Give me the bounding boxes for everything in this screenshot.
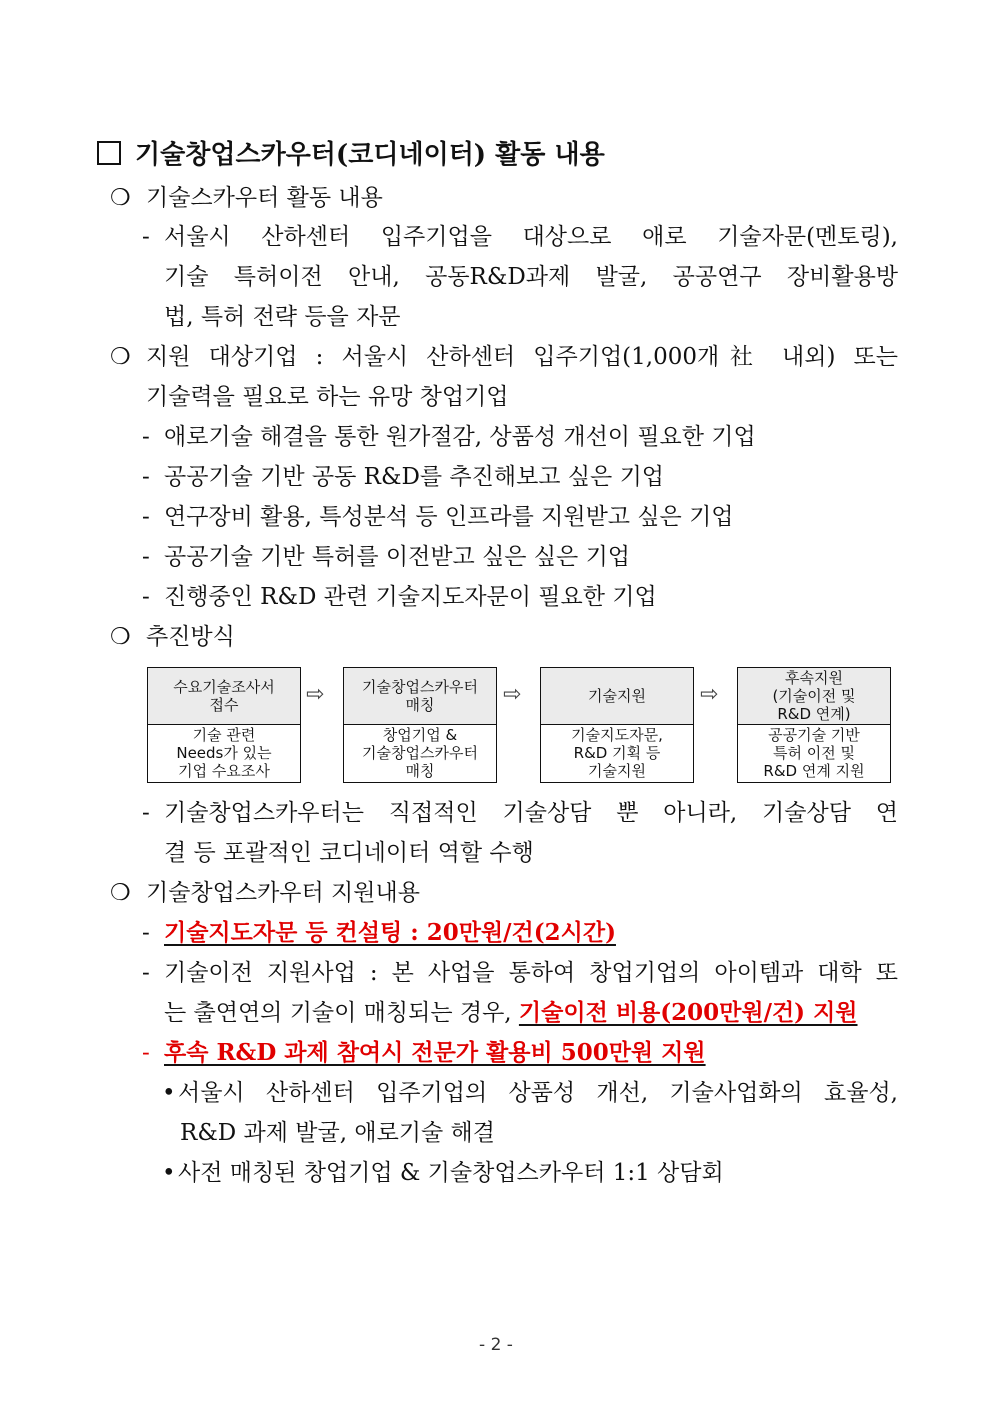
support-followup: - 후속 R&D 과제 참여시 전문가 활용비 500만원 지원 — [142, 1039, 706, 1066]
bullet-activity: ❍ 기술스카우터 활동 내용 — [110, 185, 383, 211]
support-transfer-1: - 기술이전 지원사업 : 본 사업을 통하여 창업기업의 아이템과 대학 또 — [142, 960, 898, 986]
right-arrow-icon: ⇨ — [306, 682, 325, 707]
support-transfer-2: 는 출연연의 기술이 매칭되는 경우, 기술이전 비용(200만원/건) 지원 — [164, 999, 858, 1026]
target-item: - 공공기술 기반 공동 R&D를 추진해보고 싶은 기업 — [142, 464, 665, 490]
flow-step-2 — [343, 667, 497, 783]
activity-line-2: 기술 특허이전 안내, 공동R&D과제 발굴, 공공연구 장비활용방 — [164, 264, 898, 290]
checkbox-square-icon — [97, 141, 121, 165]
target-line-2: 기술력을 필요로 하는 유망 창업기업 — [146, 384, 509, 410]
target-item: - 애로기술 해결을 통한 원가절감, 상품성 개선이 필요한 기업 — [142, 424, 756, 450]
page-number: - 2 - — [479, 1335, 513, 1355]
target-item: - 연구장비 활용, 특성분석 등 인프라를 지원받고 싶은 기업 — [142, 504, 734, 530]
target-item: - 진행중인 R&D 관련 기술지도자문이 필요한 기업 — [142, 584, 657, 610]
support-sub-item: • 사전 매칭된 창업기업 & 기술창업스카우터 1:1 상담회 — [162, 1160, 724, 1186]
flow-step-body: 창업기업 & 기술창업스카우터 매칭 — [362, 726, 478, 780]
flow-step-3 — [540, 667, 694, 783]
support-sub-item-cont: R&D 과제 발굴, 애로기술 해결 — [180, 1120, 495, 1146]
circle-bullet-icon: ❍ — [110, 624, 131, 650]
flow-step-body: 공공기술 기반 특허 이전 및 R&D 연계 지원 — [763, 726, 865, 780]
circle-bullet-icon: ❍ — [110, 344, 131, 370]
flow-step-1 — [147, 667, 301, 783]
flow-step-4 — [737, 667, 891, 783]
flow-step-body: 기술지도자문, R&D 기획 등 기술지원 — [571, 726, 663, 780]
activity-line-1: - 서울시 산하센터 입주기업을 대상으로 애로 기술자문(멘토링), — [142, 224, 898, 250]
process-note-1: - 기술창업스카우터는 직접적인 기술상담 뿐 아니라, 기술상담 연 — [142, 800, 898, 826]
flow-step-head: 수요기술조사서 접수 — [148, 668, 300, 725]
support-sub-item: • 서울시 산하센터 입주기업의 상품성 개선, 기술사업화의 효율성, — [162, 1080, 898, 1106]
target-item: - 공공기술 기반 특허를 이전받고 싶은 싶은 기업 — [142, 544, 631, 570]
bullet-support: ❍ 기술창업스카우터 지원내용 — [110, 880, 420, 906]
flow-step-body: 기술 관련 Needs가 있는 기업 수요조사 — [176, 726, 272, 780]
flow-step-head: 후속지원 (기술이전 및 R&D 연계) — [738, 668, 890, 725]
circle-bullet-icon: ❍ — [110, 185, 131, 211]
support-consult: - 기술지도자문 등 컨설팅 : 20만원/건(2시간) — [142, 919, 616, 946]
activity-line-3: 법, 특허 전략 등을 자문 — [164, 304, 401, 330]
right-arrow-icon: ⇨ — [700, 682, 719, 707]
bullet-target: ❍ 지원 대상기업 : 서울시 산하센터 입주기업(1,000개社 내외) 또는 — [110, 344, 898, 370]
flow-step-head: 기술지원 — [541, 668, 693, 725]
bullet-process: ❍ 추진방식 — [110, 624, 235, 650]
section-title: 기술창업스카우터(코디네이터) 활동 내용 — [97, 140, 605, 170]
right-arrow-icon: ⇨ — [503, 682, 522, 707]
flow-step-head: 기술창업스카우터 매칭 — [344, 668, 496, 725]
circle-bullet-icon: ❍ — [110, 880, 131, 906]
process-note-2: 결 등 포괄적인 코디네이터 역할 수행 — [164, 840, 534, 866]
